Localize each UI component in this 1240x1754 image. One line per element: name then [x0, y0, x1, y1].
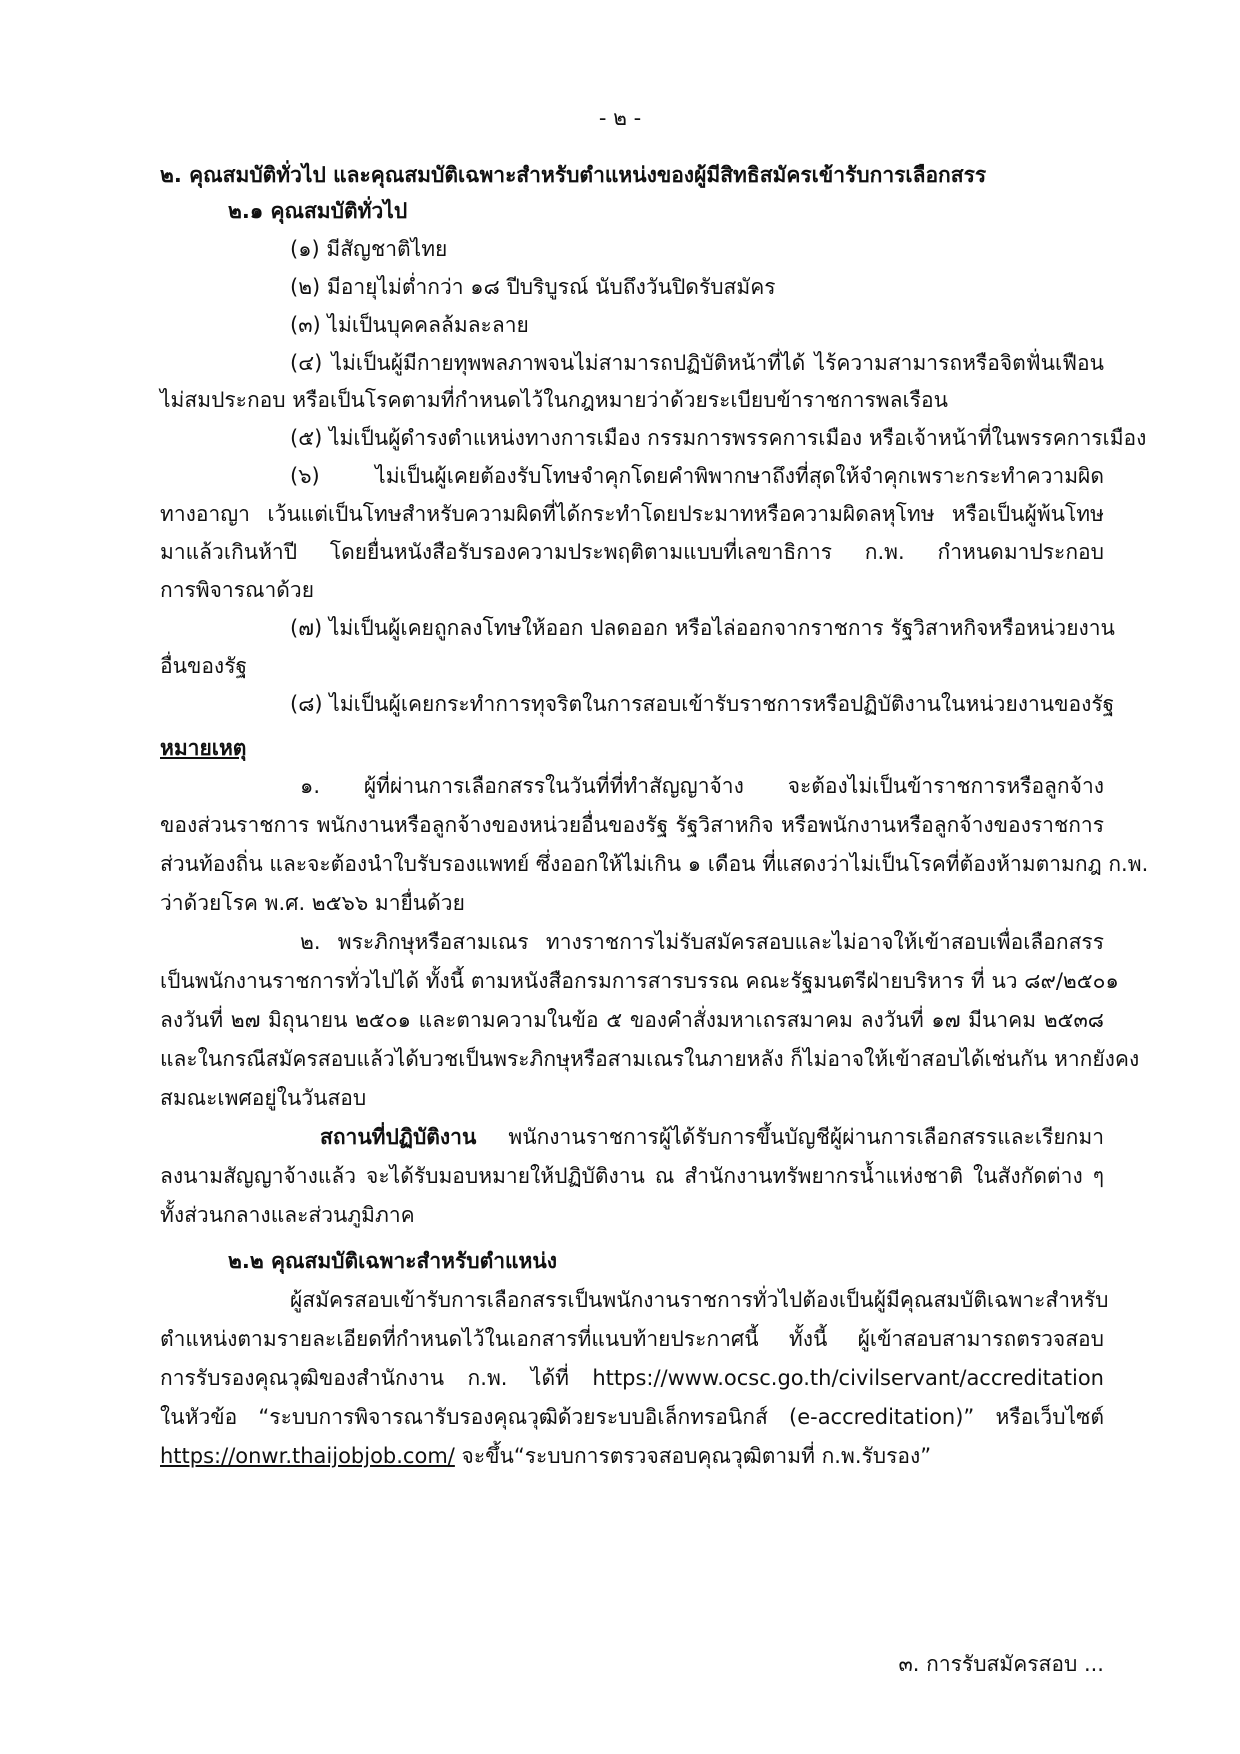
- specific-qualification-line: ตำแหน่งตามรายละเอียดที่กำหนดไว้ในเอกสารที่แนบท้ายประกาศนี้ ทั้งนี้ ผู้เข้าสอบสามารถตรวจสอบ: [160, 1327, 1104, 1351]
- qualification-item: (๗) ไม่เป็นผู้เคยถูกลงโทษให้ออก ปลดออก หรือไล่ออกจากราชการ รัฐวิสาหกิจหรือหน่วยงาน: [290, 616, 1115, 640]
- note-line: ของส่วนราชการ พนักงานหรือลูกจ้างของหน่วยอื่นของรัฐ รัฐวิสาหกิจ หรือพนักงานหรือลูกจ้างของราชการ: [160, 813, 1104, 837]
- qualification-item-cont: มาแล้วเกินห้าปี โดยยื่นหนังสือรับรองความประพฤติตามแบบที่เลขาธิการ ก.พ. กำหนดมาประกอบ: [160, 540, 1104, 564]
- link-suffix-text: จะขึ้น“ระบบการตรวจสอบคุณวุฒิตามที่ ก.พ.รับรอง”: [454, 1444, 932, 1468]
- subsection-2-1-title: ๒.๑ คุณสมบัติทั่วไป: [228, 199, 408, 223]
- qualification-item: (๕) ไม่เป็นผู้ดำรงตำแหน่งทางการเมือง กรรมการพรรคการเมือง หรือเจ้าหน้าที่ในพรรคการเมือง: [290, 426, 1147, 450]
- workplace-line: ทั้งส่วนกลางและส่วนภูมิภาค: [160, 1203, 415, 1227]
- onwr-website-link[interactable]: https://onwr.thaijobjob.com/: [160, 1444, 455, 1468]
- note-line: ๑. ผู้ที่ผ่านการเลือกสรรในวันที่ที่ทำสัญญาจ้าง จะต้องไม่เป็นข้าราชการหรือลูกจ้าง: [300, 774, 1104, 798]
- qualification-item: (๖) ไม่เป็นผู้เคยต้องรับโทษจำคุกโดยคำพิพากษาถึงที่สุดให้จำคุกเพราะกระทำความผิด: [290, 464, 1104, 488]
- note-line: ลงวันที่ ๒๗ มิถุนายน ๒๕๐๑ และตามความในข้อ ๕ ของคำสั่งมหาเถรสมาคม ลงวันที่ ๑๗ มีนาคม ๒๕๓๘: [160, 1008, 1104, 1032]
- specific-qualification-line: ในหัวข้อ “ระบบการพิจารณารับรองคุณวุฒิด้วยระบบอิเล็กทรอนิกส์ (e-accreditation)” หรือเว็บไซต์: [160, 1405, 1104, 1429]
- note-title: หมายเหตุ: [160, 736, 247, 760]
- qualification-item-cont: ไม่สมประกอบ หรือเป็นโรคตามที่กำหนดไว้ในกฎหมายว่าด้วยระเบียบข้าราชการพลเรือน: [160, 388, 948, 412]
- continuation-footer: ๓. การรับสมัครสอบ ...: [898, 1652, 1104, 1676]
- note-line: และในกรณีสมัครสอบแล้วได้บวชเป็นพระภิกษุหรือสามเณรในภายหลัง ก็ไม่อาจให้เข้าสอบได้เช่นกัน หากยังคง: [160, 1047, 1140, 1071]
- specific-qualification-line: การรับรองคุณวุฒิของสำนักงาน ก.พ. ได้ที่ https://www.ocsc.go.th/civilservant/accreditation: [160, 1366, 1104, 1390]
- specific-qualification-line: [160, 1441, 1240, 1471]
- qualification-item-cont: ทางอาญา เว้นแต่เป็นโทษสำหรับความผิดที่ได้กระทำโดยประมาทหรือความผิดลหุโทษ หรือเป็นผู้พ้นโทษ: [160, 502, 1104, 526]
- workplace-paragraph: [320, 1122, 1104, 1152]
- specific-qualification-line: ผู้สมัครสอบเข้ารับการเลือกสรรเป็นพนักงานราชการทั่วไปต้องเป็นผู้มีคุณสมบัติเฉพาะสำหรับ: [290, 1288, 1109, 1312]
- page-number: - ๒ -: [598, 106, 642, 130]
- qualification-item: (๓) ไม่เป็นบุคคลล้มละลาย: [290, 313, 529, 337]
- subsection-2-2-title: ๒.๒ คุณสมบัติเฉพาะสำหรับตำแหน่ง: [228, 1249, 558, 1273]
- qualification-item: (๒) มีอายุไม่ต่ำกว่า ๑๘ ปีบริบูรณ์ นับถึงวันปิดรับสมัคร: [290, 275, 776, 299]
- workplace-line: ลงนามสัญญาจ้างแล้ว จะได้รับมอบหมายให้ปฏิบัติงาน ณ สำนักงานทรัพยากรน้ำแห่งชาติ ในสังกัดต่าง ๆ: [160, 1164, 1104, 1188]
- note-line: สมณะเพศอยู่ในวันสอบ: [160, 1086, 367, 1110]
- note-line: ส่วนท้องถิ่น และจะต้องนำใบรับรองแพทย์ ซึ่งออกให้ไม่เกิน ๑ เดือน ที่แสดงว่าไม่เป็นโรคที่ต้องห้ามตามกฎ ก.พ.: [160, 852, 1149, 876]
- qualification-item: (๑) มีสัญชาติไทย: [290, 237, 448, 261]
- section-heading: ๒. คุณสมบัติทั่วไป และคุณสมบัติเฉพาะสำหรับตำแหน่งของผู้มีสิทธิสมัครเข้ารับการเลือกสรร: [160, 163, 987, 187]
- note-line: ว่าด้วยโรค พ.ศ. ๒๕๖๖ มายื่นด้วย: [160, 891, 465, 915]
- qualification-item: (๘) ไม่เป็นผู้เคยกระทำการทุจริตในการสอบเข้ารับราชการหรือปฏิบัติงานในหน่วยงานของรัฐ: [290, 692, 1115, 716]
- note-line: เป็นพนักงานราชการทั่วไปได้ ทั้งนี้ ตามหนังสือกรมการสารบรรณ คณะรัฐมนตรีฝ่ายบริหาร ที่ นว ๘๙/๒๕๐๑: [160, 969, 1119, 993]
- qualification-item: (๔) ไม่เป็นผู้มีกายทุพพลภาพจนไม่สามารถปฏิบัติหน้าที่ได้ ไร้ความสามารถหรือจิตฟั่นเฟือน: [290, 351, 1104, 375]
- note-line: ๒. พระภิกษุหรือสามเณร ทางราชการไม่รับสมัครสอบและไม่อาจให้เข้าสอบเพื่อเลือกสรร: [300, 930, 1104, 954]
- qualification-item-cont: การพิจารณาด้วย: [160, 578, 315, 602]
- workplace-text: พนักงานราชการผู้ได้รับการขึ้นบัญชีผู้ผ่านการเลือกสรรและเรียกมา: [508, 1125, 1104, 1149]
- qualification-item-cont: อื่นของรัฐ: [160, 654, 248, 678]
- workplace-label: สถานที่ปฏิบัติงาน: [320, 1125, 477, 1149]
